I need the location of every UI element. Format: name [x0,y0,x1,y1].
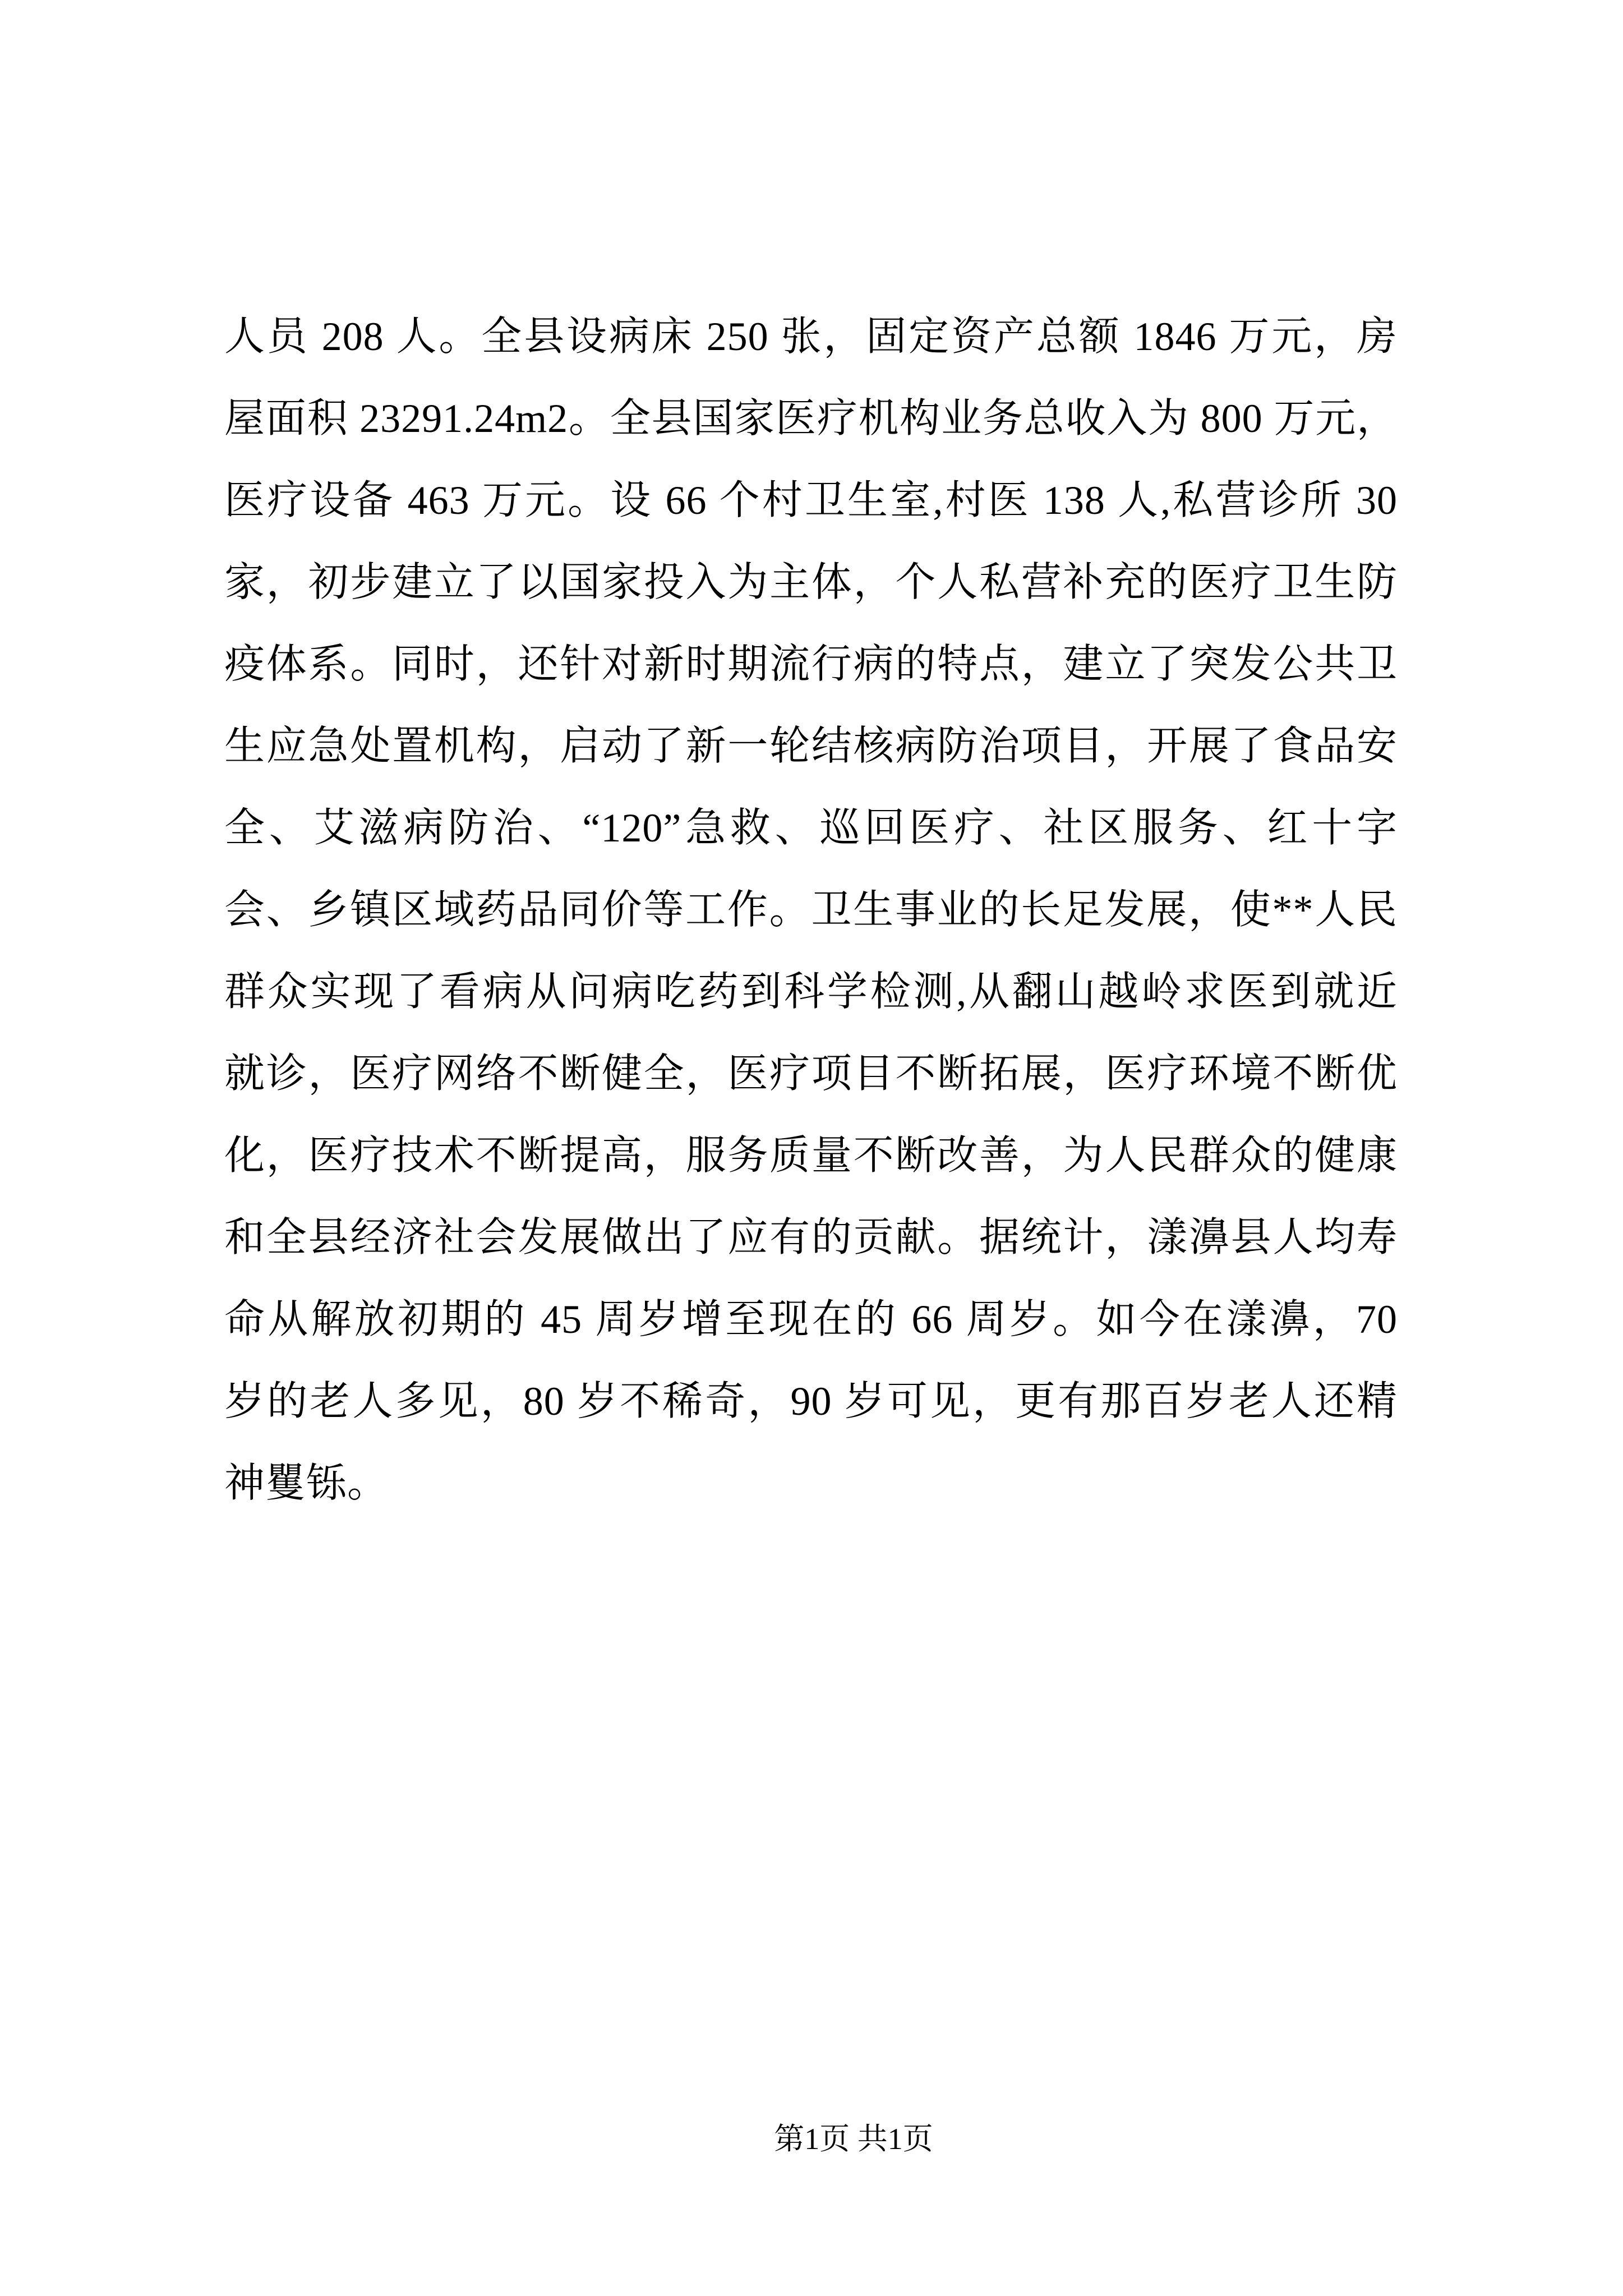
text-line: 全、艾滋病防治、“120”急救、巡回医疗、社区服务、红十字 [224,806,1398,850]
text-line: 命从解放初期的 45 周岁增至现在的 66 周岁。如今在漾濞，70 [224,1297,1398,1342]
text-line: 化，医疗技术不断提高，服务质量不断改善，为人民群众的健康 [224,1133,1398,1178]
page-footer [0,2119,1623,2159]
body-paragraph [224,296,1398,1524]
text-line: 医疗设备 463 万元。设 66 个村卫生室,村医 138 人,私营诊所 30 [224,478,1398,523]
text-line: 就诊，医疗网络不断健全，医疗项目不断拓展，医疗环境不断优 [224,1051,1398,1096]
page-number-label: 第1页 共1页 [774,2122,933,2156]
text-line: 群众实现了看病从问病吃药到科学检测,从翻山越岭求医到就近 [224,969,1398,1014]
text-line: 岁的老人多见，80 岁不稀奇，90 岁可见，更有那百岁老人还精 [224,1379,1398,1424]
text-line: 生应急处置机构，启动了新一轮结核病防治项目，开展了食品安 [224,724,1398,769]
text-line: 神矍铄。 [224,1461,389,1506]
text-line: 人员 208 人。全县设病床 250 张，固定资产总额 1846 万元，房 [224,314,1398,359]
text-line: 屋面积 23291.24m2。全县国家医疗机构业务总收入为 800 万元， [224,396,1398,441]
text-line: 和全县经济社会发展做出了应有的贡献。据统计，漾濞县人均寿 [224,1215,1398,1260]
text-line: 疫体系。同时，还针对新时期流行病的特点，建立了突发公共卫 [224,642,1398,687]
text-line: 会、乡镇区域药品同价等工作。卫生事业的长足发展，使**人民 [224,887,1398,932]
text-line: 家，初步建立了以国家投入为主体，个人私营补充的医疗卫生防 [224,560,1398,605]
